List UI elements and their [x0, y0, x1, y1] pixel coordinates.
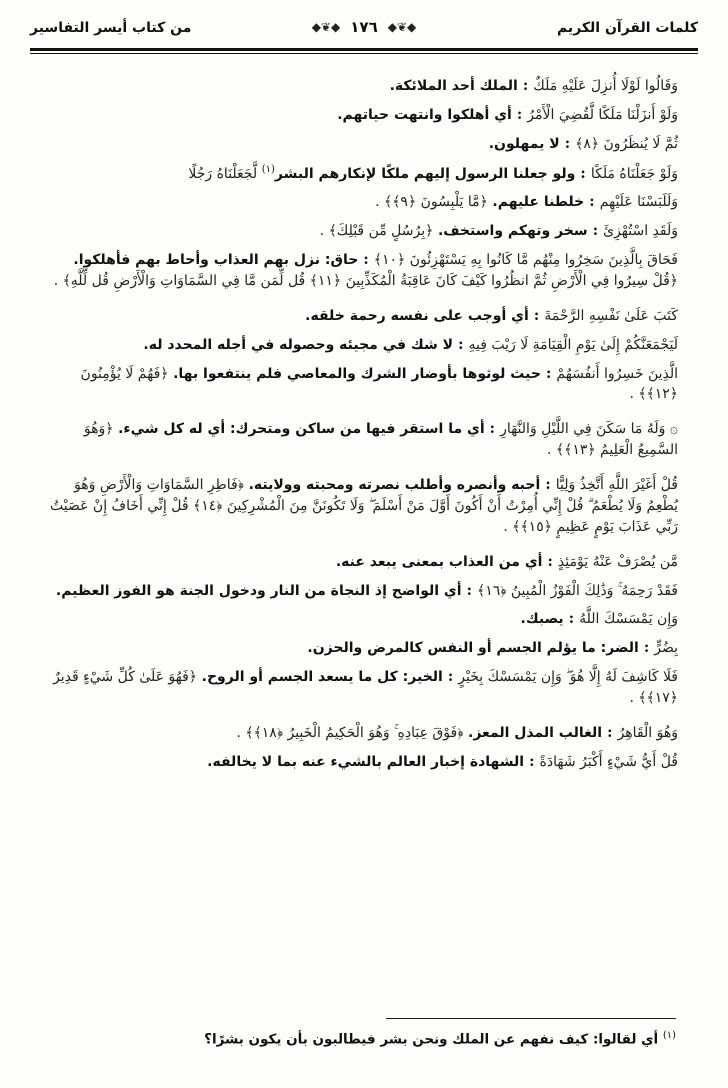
entry: وَلَقَدِ اسْتُهْزِئَ : سخر وتهكم واستخف. ﴿بِرُسُلٍ مِّن قَبْلِكَ﴾ . — [319, 222, 678, 240]
quran-phrase: وَلَقَدِ اسْتُهْزِئَ — [603, 223, 678, 240]
explanation: أي ما استقر فيها من ساكن ومتحرك: أي له كل شيء. — [118, 421, 485, 438]
quran-continuation: ﴿فَوْقَ عِبَادِهِ ۚ وَهُوَ الْحَكِيمُ الْخَبِيرُ ﴿١٨﴾﴾ . — [236, 724, 464, 741]
entry: وَلَوْ أَنزَلْنَا مَلَكًا لَّقُضِيَ الْأَمْرُ : أي أهلكوا وانتهت حياتهم. — [337, 105, 678, 123]
header-rule-thin — [30, 53, 698, 54]
quran-phrase: الَّذِينَ خَسِرُوا أَنفُسَهُمْ — [556, 365, 678, 382]
entry: بِضُرٍّ : الضر: ما يؤلم الجسم أو النفس كالمرض والحزن. — [307, 639, 678, 657]
quran-continuation: ﴿قُلْ سِيرُوا فِي الْأَرْضِ ثُمَّ انظُرُوا كَيْفَ كَانَ عَاقِبَةُ الْمُكَذِّبِينَ ﴿١١﴾ قُل لِّمَن مَّا فِي السَّمَاوَاتِ وَالْأَرْضِ قُل لِّلَّهِ﴾ . — [53, 272, 678, 289]
explanation: ولو جعلنا الرسول إليهم ملكًا لإنكارهم البشر — [274, 165, 576, 182]
quran-phrase: ثُمَّ لَا يُنظَرُونَ ﴿٨﴾ — [575, 135, 678, 152]
explanation: الخير: كل ما يسعد الجسم أو الروح. — [201, 669, 443, 686]
entry: وَهُوَ الْقَاهِرُ : الغالب المذل المعز. ﴿فَوْقَ عِبَادِهِ ۚ وَهُوَ الْحَكِيمُ الْخَبِيرُ ﴿١٨﴾﴾ . — [236, 723, 678, 741]
entry: قُلْ أَغَيْرَ اللَّهِ أَتَّخِذُ وَلِيًّا : أحبه وأنصره وأطلب نصرته ومحبته وولايته. ﴿فَاطِرِ السَّمَاوَاتِ وَالْأَرْضِ وَهُوَ يُطْعِمُ وَلَا يُطْعَمُ ۗ قُلْ إِنِّي أُمِرْتُ أَنْ أَكُونَ أَوَّلَ مَنْ أَسْلَمَ ۖ وَلَا تَكُونَنَّ مِنَ الْمُشْرِكِينَ ﴿١٤﴾ قُلْ إِنِّي أَخَافُ إِنْ عَصَيْتُ رَبِّي عَذَابَ يَوْمٍ عَظِيمٍ ﴿١٥﴾﴾ . — [50, 476, 678, 535]
entry: كَتَبَ عَلَىٰ نَفْسِهِ الرَّحْمَةَ : أي أوجب على نفسه رحمة خلقه. — [305, 306, 678, 324]
explanation: الغالب المذل المعز. — [468, 724, 603, 741]
explanation: أي من العذاب بمعنى يبعد عنه. — [335, 553, 543, 570]
book-title: كلمات القرآن الكريم — [556, 20, 698, 36]
page-number: ١٧٦ — [350, 18, 378, 36]
quran-phrase: وَلَلَبَسْنَا عَلَيْهِم — [599, 194, 678, 211]
quran-phrase: فَقَدْ رَحِمَهُ ۚ وَذَٰلِكَ الْفَوْزُ الْمُبِينُ ﴿١٦﴾ — [477, 582, 678, 599]
quran-phrase: وَلَوْ جَعَلْنَاهُ مَلَكًا — [590, 165, 678, 182]
page-number-ornament — [312, 18, 417, 36]
ornament-right-icon: ◆❦◆ — [387, 20, 417, 34]
quran-phrase: قُلْ أَغَيْرَ اللَّهِ أَتَّخِذُ وَلِيًّا — [555, 477, 678, 494]
entry: ۞ وَلَهُ مَا سَكَنَ فِي اللَّيْلِ وَالنَّهَارِ : أي ما استقر فيها من ساكن ومتحرك: أي له كل شيء. ﴿وَهُوَ السَّمِيعُ الْعَلِيمُ ﴿١٣﴾﴾ . — [83, 420, 678, 459]
footnote-text: أي لقالوا: كيف نفهم عن الملك ونحن بشر فيطالبون بأن يكون بشرًا؟ — [204, 1031, 659, 1048]
footnote-marker: (١) — [261, 163, 275, 175]
entry: مَّن يُصْرَفْ عَنْهُ يَوْمَئِذٍ : أي من العذاب بمعنى يبعد عنه. — [335, 552, 678, 570]
explanation: حيث لوثوها بأوضار الشرك والمعاصي فلم ينتفعوا بها. — [173, 365, 541, 382]
quran-continuation: ﴿فَهُوَ عَلَىٰ كُلِّ شَيْءٍ قَدِيرٌ ﴿١٧﴾﴾ . — [53, 669, 678, 707]
explanation: أي الواضح إذ النجاة من النار ودخول الجنة هو الفوز العظيم. — [55, 582, 462, 599]
entry: وَإِن يَمْسَسْكَ اللَّهُ : يصبك. — [520, 610, 678, 628]
entry: فَلَا كَاشِفَ لَهُ إِلَّا هُوَ ۖ وَإِن يَمْسَسْكَ بِخَيْرٍ : الخير: كل ما يسعد الجسم أو الروح. ﴿فَهُوَ عَلَىٰ كُلِّ شَيْءٍ قَدِيرٌ ﴿١٧﴾﴾ . — [53, 668, 678, 707]
source-title: من كتاب أيسر التفاسير — [30, 20, 192, 36]
entry: وَلَوْ جَعَلْنَاهُ مَلَكًا : ولو جعلنا الرسول إليهم ملكًا لإنكارهم البشر$^{(١)}$ لَّجَعَلْنَاهُ رَجُلًا — [188, 163, 678, 182]
quran-phrase: وَلَوْ أَنزَلْنَا مَلَكًا لَّقُضِيَ الْأَمْرُ — [527, 106, 678, 123]
footnote — [60, 1030, 676, 1048]
entry: فَحَاقَ بِالَّذِينَ سَخِرُوا مِنْهُم مَّا كَانُوا بِهِ يَسْتَهْزِئُونَ ﴿١٠﴾ : حاق: نزل بهم العذاب وأحاط بهم فأهلكوا. ﴿قُلْ سِيرُوا فِي الْأَرْضِ ثُمَّ انظُرُوا كَيْفَ كَانَ عَاقِبَةُ الْمُكَذِّبِينَ ﴿١١﴾ قُل لِّمَن مَّا فِي السَّمَاوَاتِ وَالْأَرْضِ قُل لِّلَّهِ﴾ . — [53, 251, 678, 289]
explanation: أي أوجب على نفسه رحمة خلقه. — [305, 307, 529, 324]
entry: الَّذِينَ خَسِرُوا أَنفُسَهُمْ : حيث لوثوها بأوضار الشرك والمعاصي فلم ينتفعوا بها. ﴿فَهُمْ لَا يُؤْمِنُونَ ﴿١٢﴾﴾ . — [80, 364, 678, 403]
quran-phrase: وَهُوَ الْقَاهِرُ — [617, 724, 678, 741]
quran-phrase: كَتَبَ عَلَىٰ نَفْسِهِ الرَّحْمَةَ — [544, 307, 678, 324]
explanation: خلطنا عليهم. — [492, 194, 585, 211]
quran-continuation: ﴿مَّا يَلْبِسُونَ ﴿٩﴾﴾ . — [375, 194, 488, 211]
quran-phrase: وَقَالُوا لَوْلَا أُنزِلَ عَلَيْهِ مَلَكٌ — [533, 78, 678, 94]
quran-phrase: بِضُرٍّ — [654, 640, 678, 657]
glossary-content — [50, 76, 678, 781]
quran-phrase: مَّن يُصْرَفْ عَنْهُ يَوْمَئِذٍ — [557, 553, 678, 570]
quran-continuation: ﴿بِرُسُلٍ مِّن قَبْلِكَ﴾ . — [319, 223, 434, 240]
footnote-number: (١) — [662, 1030, 676, 1041]
entry: وَقَالُوا لَوْلَا أُنزِلَ عَلَيْهِ مَلَكٌ : الملك أحد الملائكة. — [389, 77, 678, 94]
explanation: الضر: ما يؤلم الجسم أو النفس كالمرض والحزن. — [307, 640, 639, 657]
explanation: حاق: نزل بهم العذاب وأحاط بهم فأهلكوا. — [73, 252, 359, 269]
explanation: يصبك. — [520, 611, 564, 628]
explanation: لا شك في مجيئه وحصوله في أجله المحدد له. — [143, 336, 454, 353]
entry: فَقَدْ رَحِمَهُ ۚ وَذَٰلِكَ الْفَوْزُ الْمُبِينُ ﴿١٦﴾ : أي الواضح إذ النجاة من النار ودخول الجنة هو الفوز العظيم. — [55, 581, 678, 599]
explanation: الملك أحد الملائكة. — [389, 78, 518, 94]
entry: وَلَلَبَسْنَا عَلَيْهِم : خلطنا عليهم. ﴿مَّا يَلْبِسُونَ ﴿٩﴾﴾ . — [375, 193, 678, 211]
ornament-left-icon: ◆❦◆ — [311, 20, 341, 34]
explanation: لا يمهلون. — [488, 135, 560, 152]
entry: لَيَجْمَعَنَّكُمْ إِلَىٰ يَوْمِ الْقِيَامَةِ لَا رَيْبَ فِيهِ : لا شك في مجيئه وحصوله في أجله المحدد له. — [143, 335, 678, 353]
quran-phrase: فَلَا كَاشِفَ لَهُ إِلَّا هُوَ ۖ وَإِن يَمْسَسْكَ بِخَيْرٍ — [458, 669, 678, 686]
explanation: سخر وتهكم واستخف. — [437, 223, 588, 240]
quran-continuation: ﴿وَهُوَ السَّمِيعُ الْعَلِيمُ ﴿١٣﴾﴾ . — [83, 421, 678, 459]
explanation: أحبه وأنصره وأطلب نصرته ومحبته وولايته. — [248, 477, 541, 494]
quran-phrase: ۞ وَلَهُ مَا سَكَنَ فِي اللَّيْلِ وَالنَّهَارِ — [500, 421, 678, 438]
quran-phrase: وَإِن يَمْسَسْكَ اللَّهُ — [579, 611, 678, 628]
entry: قُلْ أَيُّ شَيْءٍ أَكْبَرُ شَهَادَةً : الشهادة إخبار العالم بالشيء عنه بما لا يخالفه. — [207, 752, 678, 770]
footnote-rule — [386, 1018, 676, 1019]
quran-continuation: ﴿فَاطِرِ السَّمَاوَاتِ وَالْأَرْضِ وَهُوَ يُطْعِمُ وَلَا يُطْعَمُ ۗ قُلْ إِنِّي أُمِرْتُ أَنْ أَكُونَ أَوَّلَ مَنْ أَسْلَمَ ۖ وَلَا تَكُونَنَّ مِنَ الْمُشْرِكِينَ ﴿١٤﴾ قُلْ إِنِّي أَخَافُ إِنْ عَصَيْتُ رَبِّي عَذَابَ يَوْمٍ عَظِيمٍ ﴿١٥﴾﴾ . — [50, 477, 678, 535]
header-rule — [30, 48, 698, 51]
page-header — [30, 18, 698, 44]
quran-continuation: ﴿فَهُمْ لَا يُؤْمِنُونَ ﴿١٢﴾﴾ . — [80, 365, 678, 403]
entry: ثُمَّ لَا يُنظَرُونَ ﴿٨﴾ : لا يمهلون. — [488, 134, 678, 152]
quran-phrase: قُلْ أَيُّ شَيْءٍ أَكْبَرُ شَهَادَةً — [539, 753, 678, 770]
quran-phrase: فَحَاقَ بِالَّذِينَ سَخِرُوا مِنْهُم مَّا كَانُوا بِهِ يَسْتَهْزِئُونَ ﴿١٠﴾ — [373, 252, 678, 269]
quran-phrase: لَيَجْمَعَنَّكُمْ إِلَىٰ يَوْمِ الْقِيَامَةِ لَا رَيْبَ فِيهِ — [468, 336, 678, 353]
explanation: الشهادة إخبار العالم بالشيء عنه بما لا يخالفه. — [207, 753, 525, 770]
explanation: أي أهلكوا وانتهت حياتهم. — [337, 106, 512, 123]
quran-continuation: لَّجَعَلْنَاهُ رَجُلًا — [188, 165, 258, 182]
